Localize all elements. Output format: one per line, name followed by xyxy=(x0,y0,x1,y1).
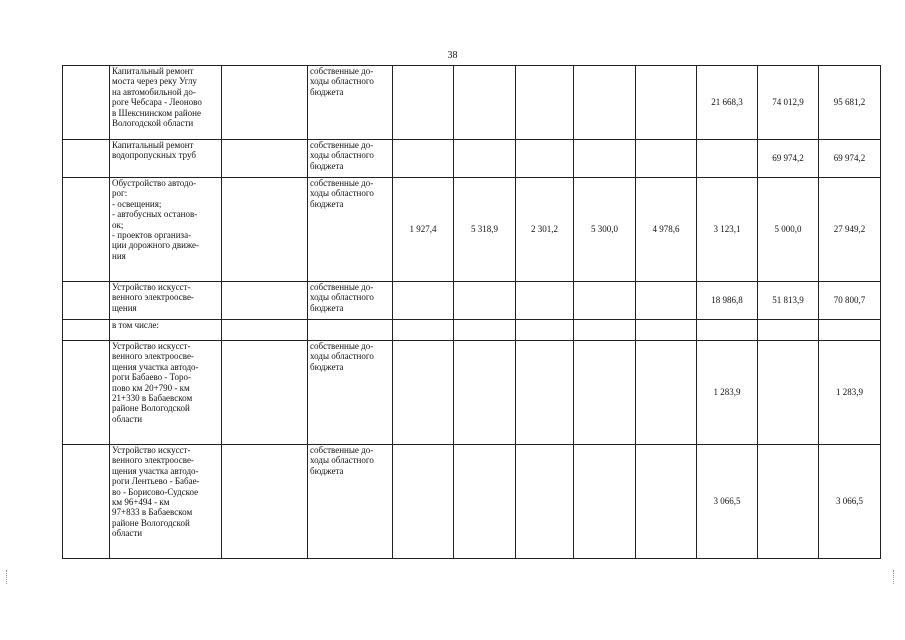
funding-source-cell: собственные до- ходы областного бюджета xyxy=(308,341,393,445)
funding-source-cell: собственные до- ходы областного бюджета xyxy=(308,445,393,559)
year-6-value: 3 066,5 xyxy=(697,445,758,559)
year-7-value xyxy=(758,341,819,445)
funding-source-cell xyxy=(308,320,393,341)
table-row xyxy=(63,178,881,282)
row-index-cell xyxy=(63,341,110,445)
year-7-value xyxy=(758,445,819,559)
year-7-value xyxy=(758,320,819,341)
total-value: 69 974,2 xyxy=(819,140,881,178)
measure-name-cell: Устройство искусст- венного электроосве- щения xyxy=(110,282,222,320)
table-row xyxy=(63,66,881,140)
row-index-cell xyxy=(63,320,110,341)
row-index-cell xyxy=(63,140,110,178)
year-3-value xyxy=(516,445,574,559)
table-row xyxy=(63,320,881,341)
year-6-value xyxy=(697,140,758,178)
year-6-value: 3 123,1 xyxy=(697,178,758,282)
total-value: 3 066,5 xyxy=(819,445,881,559)
measure-name-cell: Капитальный ремонт водопропускных труб xyxy=(110,140,222,178)
table-row xyxy=(63,282,881,320)
year-4-value xyxy=(574,140,636,178)
total-value: 1 283,9 xyxy=(819,341,881,445)
total-value xyxy=(819,320,881,341)
total-value: 95 681,2 xyxy=(819,66,881,140)
responsible-cell xyxy=(222,178,308,282)
year-5-value xyxy=(636,282,697,320)
year-1-value xyxy=(393,66,454,140)
responsible-cell xyxy=(222,445,308,559)
year-3-value xyxy=(516,66,574,140)
responsible-cell xyxy=(222,282,308,320)
year-2-value xyxy=(454,445,516,559)
table-row xyxy=(63,140,881,178)
measure-name-cell: Устройство искусст- венного электроосве- щения участка автодо- роги Бабаево - Торо- пово км 20+790 - км 21+330 в Бабаевском районе Вологодской области xyxy=(110,341,222,445)
funding-source-cell: собственные до- ходы областного бюджета xyxy=(308,66,393,140)
budget-table xyxy=(62,65,881,559)
year-4-value xyxy=(574,282,636,320)
year-7-value: 69 974,2 xyxy=(758,140,819,178)
table-row xyxy=(63,341,881,445)
responsible-cell xyxy=(222,341,308,445)
year-2-value xyxy=(454,282,516,320)
responsible-cell xyxy=(222,140,308,178)
measure-name-cell: Устройство искусст- венного электроосве- щения участка автодо- роги Лентьево - Бабае- во - Борисово-Судское км 96+494 - км 97+833 в Бабаевском районе Вологодской области xyxy=(110,445,222,559)
row-index-cell xyxy=(63,282,110,320)
year-4-value: 5 300,0 xyxy=(574,178,636,282)
year-3-value xyxy=(516,341,574,445)
responsible-cell xyxy=(222,66,308,140)
year-1-value xyxy=(393,445,454,559)
year-3-value: 2 301,2 xyxy=(516,178,574,282)
year-6-value xyxy=(697,320,758,341)
year-5-value xyxy=(636,320,697,341)
total-value: 27 949,2 xyxy=(819,178,881,282)
year-7-value: 74 012,9 xyxy=(758,66,819,140)
year-6-value: 21 668,3 xyxy=(697,66,758,140)
year-7-value: 5 000,0 xyxy=(758,178,819,282)
year-1-value xyxy=(393,320,454,341)
scan-margin-mark-left xyxy=(6,570,11,584)
measure-name-cell: Капитальный ремонт моста через реку Углу на автомобильной до- роге Чебсара - Леоново в Шекснинском районе Вологодской области xyxy=(110,66,222,140)
year-2-value: 5 318,9 xyxy=(454,178,516,282)
year-6-value: 18 986,8 xyxy=(697,282,758,320)
year-5-value: 4 978,6 xyxy=(636,178,697,282)
year-3-value xyxy=(516,320,574,341)
year-6-value: 1 283,9 xyxy=(697,341,758,445)
year-2-value xyxy=(454,66,516,140)
total-value: 70 800,7 xyxy=(819,282,881,320)
year-4-value xyxy=(574,66,636,140)
year-1-value xyxy=(393,282,454,320)
year-2-value xyxy=(454,140,516,178)
year-2-value xyxy=(454,341,516,445)
year-4-value xyxy=(574,445,636,559)
year-2-value xyxy=(454,320,516,341)
year-7-value: 51 813,9 xyxy=(758,282,819,320)
scan-margin-mark-right xyxy=(893,570,898,584)
year-5-value xyxy=(636,66,697,140)
measure-name-cell: в том числе: xyxy=(110,320,222,341)
funding-source-cell: собственные до- ходы областного бюджета xyxy=(308,282,393,320)
year-1-value xyxy=(393,341,454,445)
year-3-value xyxy=(516,282,574,320)
measure-name-cell: Обустройство автодо- рог: - освещения; - автобусных останов- ок; - проектов организа- ции дорожного движе- ния xyxy=(110,178,222,282)
responsible-cell xyxy=(222,320,308,341)
year-4-value xyxy=(574,341,636,445)
year-4-value xyxy=(574,320,636,341)
year-5-value xyxy=(636,445,697,559)
year-5-value xyxy=(636,140,697,178)
year-1-value: 1 927,4 xyxy=(393,178,454,282)
year-1-value xyxy=(393,140,454,178)
year-5-value xyxy=(636,341,697,445)
page-number: 38 xyxy=(447,50,458,61)
funding-source-cell: собственные до- ходы областного бюджета xyxy=(308,140,393,178)
row-index-cell xyxy=(63,178,110,282)
row-index-cell xyxy=(63,66,110,140)
year-3-value xyxy=(516,140,574,178)
funding-source-cell: собственные до- ходы областного бюджета xyxy=(308,178,393,282)
table-row xyxy=(63,445,881,559)
row-index-cell xyxy=(63,445,110,559)
